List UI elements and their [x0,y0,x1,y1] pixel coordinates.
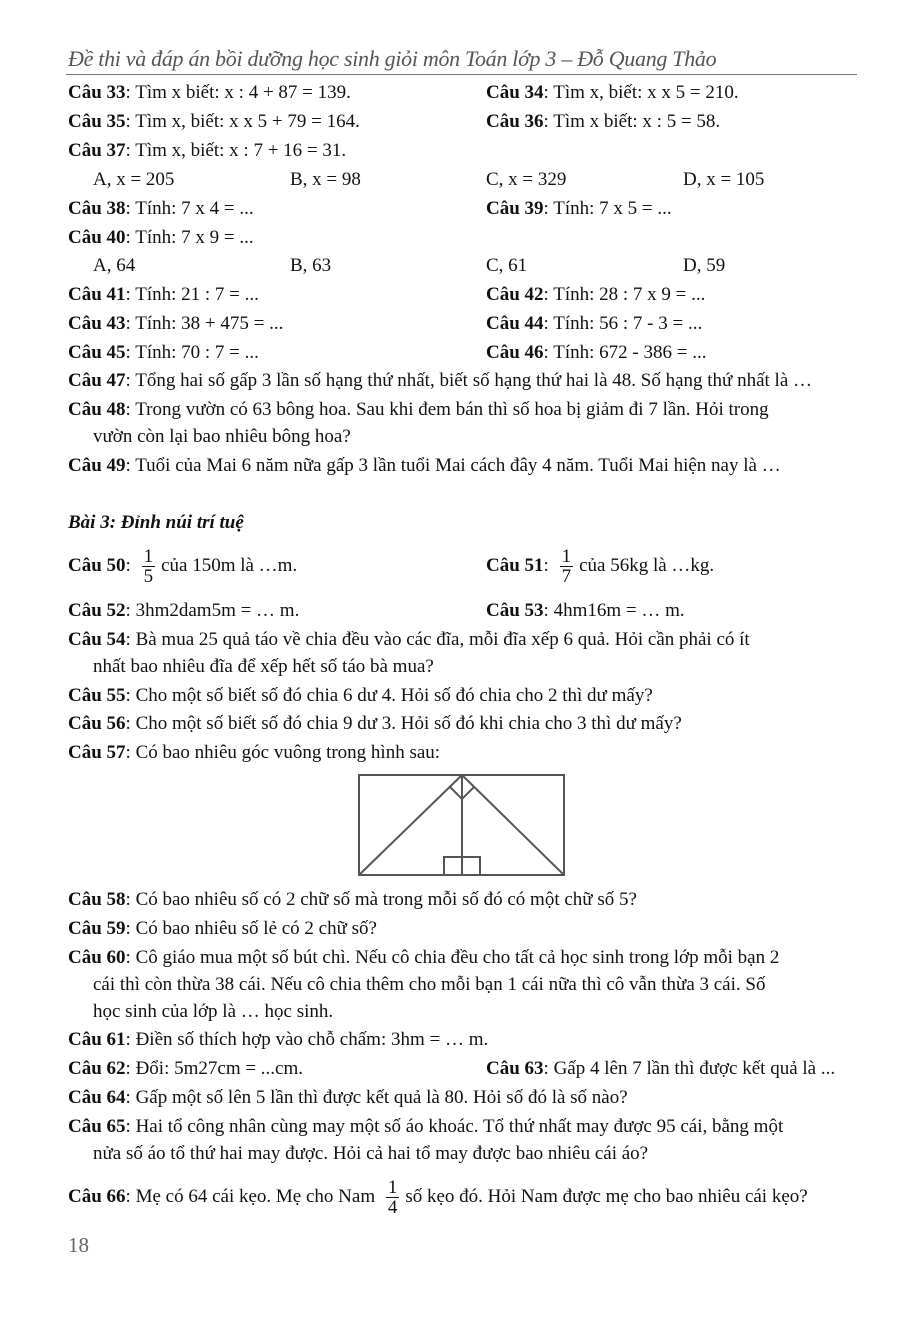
answer-option-a: A, x = 205 [93,169,175,190]
question-text: : Tìm x biết: x : 5 = 58. [543,111,721,132]
question-text: : Tìm x biết: x : 4 + 87 = 139. [125,82,351,103]
question-64 [68,1086,628,1110]
question-prefix: : [125,554,136,576]
question-59 [68,917,377,941]
fraction-denominator: 4 [387,1197,398,1218]
question-35 [68,110,360,134]
question-label: Câu 44 [486,313,544,334]
question-text: : 4hm16m = … m. [543,600,685,621]
question-text: : Cô giáo mua một số bút chì. Nếu cô chia đều cho tất cả học sinh trong lớp mỗi bạn 2 [125,947,780,968]
fraction-numerator: 1 [143,546,154,567]
question-text: cái thì còn thừa 38 cái. Nếu cô chia thêm cho mỗi bạn 1 cái nữa thì cô vẫn thừa 3 cái. Số [93,974,766,995]
question-text: : Tính: 21 : 7 = ... [125,284,259,305]
question-label: Câu 56 [68,713,126,734]
question-label: Câu 47 [68,370,126,391]
question-text: : Hai tổ công nhân cùng may một số áo khoác. Tổ thứ nhất may được 95 cái, bằng một [125,1116,784,1137]
question-label: Câu 52 [68,600,126,621]
figure-right-diagonal [462,775,564,875]
question-57 [68,741,440,765]
fraction-numerator: 1 [387,1177,398,1198]
question-label: Câu 60 [68,947,126,968]
question-65-continuation [93,1142,648,1166]
question-text: nửa số áo tổ thứ hai may được. Hỏi cả hai tổ may được bao nhiêu cái áo? [93,1143,649,1164]
question-text: : Tính: 7 x 4 = ... [125,198,254,219]
answer-option-b: B, 63 [290,255,332,276]
question-label: Câu 51 [486,554,544,576]
question-53 [486,599,685,623]
question-63 [486,1057,835,1081]
question-label: Câu 58 [68,889,126,910]
question-62 [68,1057,303,1081]
question-prefix: : Mẹ có 64 cái kẹo. Mẹ cho Nam [125,1185,380,1207]
fraction [560,547,574,586]
answer-option-d: D, x = 105 [683,169,765,190]
question-34 [486,81,739,105]
question-52 [68,599,299,623]
question-label: Câu 38 [68,198,126,219]
section-title: Bài 3: Đỉnh núi trí tuệ [68,512,244,533]
question-60 [68,946,779,970]
fraction [386,1178,400,1217]
answer-option-d: D, 59 [683,255,726,276]
question-label: Câu 35 [68,111,126,132]
question-44 [486,312,702,336]
question-label: Câu 62 [68,1058,126,1079]
question-text: : Có bao nhiêu số có 2 chữ số mà trong mỗi số đó có một chữ số 5? [125,889,637,910]
question-text: : Gấp một số lên 5 lần thì được kết quả là 80. Hỏi số đó là số nào? [125,1087,628,1108]
question-label: Câu 48 [68,399,126,420]
question-46 [486,341,706,365]
question-text: : Tính: 28 : 7 x 9 = ... [543,284,706,305]
question-label: Câu 61 [68,1029,126,1050]
question-37 [68,139,346,163]
question-54-continuation [93,655,434,679]
question-text: : Tính: 70 : 7 = ... [125,342,259,363]
question-text: học sinh của lớp là … học sinh. [93,1001,334,1022]
question-43 [68,312,283,336]
question-text: : Tuổi của Mai 6 năm nữa gấp 3 lần tuổi Mai cách đây 4 năm. Tuổi Mai hiện nay là … [125,455,781,476]
answer-option-a: A, 64 [93,255,136,276]
question-36 [486,110,720,134]
question-60-continuation [93,1000,333,1024]
question-label: Câu 37 [68,140,126,161]
question-prefix: : [543,554,554,576]
question-text: : Tính: 7 x 5 = ... [543,198,672,219]
question-60-continuation [93,973,765,997]
question-text: : Tìm x, biết: x : 7 + 16 = 31. [125,140,347,161]
question-48-continuation [93,425,351,449]
question-label: Câu 41 [68,284,126,305]
question-text: : Đổi: 5m27cm = ...cm. [125,1058,304,1079]
question-label: Câu 63 [486,1058,544,1079]
question-33 [68,81,351,105]
question-39 [486,197,672,221]
question-text: : Có bao nhiêu góc vuông trong hình sau: [125,742,441,763]
question-text: : Bà mua 25 quả táo về chia đều vào các đĩa, mỗi đĩa xếp 6 quả. Hỏi cần phải có ít [125,629,750,650]
question-label: Câu 43 [68,313,126,334]
question-51 [486,547,714,586]
question-50 [68,547,297,586]
answer-option-b: B, x = 98 [290,169,361,190]
question-65 [68,1115,783,1139]
question-label: Câu 39 [486,198,544,219]
question-text: số kẹo đó. Hỏi Nam được mẹ cho bao nhiêu cái kẹo? [405,1185,808,1207]
answer-option-c: C, x = 329 [486,169,567,190]
question-label: Câu 50 [68,554,126,576]
fraction-denominator: 5 [143,566,154,587]
question-text: : Tìm x, biết: x x 5 = 210. [543,82,739,103]
question-label: Câu 55 [68,685,126,706]
question-38 [68,197,254,221]
question-label: Câu 33 [68,82,126,103]
question-66 [68,1178,808,1217]
question-55 [68,684,653,708]
fraction-numerator: 1 [561,546,572,567]
question-41 [68,283,259,307]
question-label: Câu 36 [486,111,544,132]
question-text: của 56kg là …kg. [579,554,715,576]
question-text: vườn còn lại bao nhiêu bông hoa? [93,426,351,447]
question-text: : Trong vườn có 63 bông hoa. Sau khi đem bán thì số hoa bị giảm đi 7 lần. Hỏi trong [125,399,769,420]
question-49 [68,454,781,478]
question-54 [68,628,750,652]
question-label: Câu 59 [68,918,126,939]
question-text: : Cho một số biết số đó chia 9 dư 3. Hỏi số đó khi chia cho 3 thì dư mấy? [125,713,682,734]
question-text: : Tính: 672 - 386 = ... [543,342,707,363]
question-text: : Tính: 56 : 7 - 3 = ... [543,313,703,334]
question-label: Câu 53 [486,600,544,621]
question-text: : Tính: 38 + 475 = ... [125,313,284,334]
question-text: : Tìm x, biết: x x 5 + 79 = 164. [125,111,360,132]
question-text: nhất bao nhiêu đĩa để xếp hết số táo bà mua? [93,656,434,677]
question-58 [68,888,637,912]
question-45 [68,341,259,365]
question-label: Câu 45 [68,342,126,363]
question-label: Câu 42 [486,284,544,305]
fraction-denominator: 7 [561,566,572,587]
question-48 [68,398,769,422]
question-text: của 150m là …m. [161,554,298,576]
question-56 [68,712,682,736]
question-text: : Điền số thích hợp vào chỗ chấm: 3hm = … m. [125,1029,489,1050]
page-number: 18 [68,1233,89,1257]
question-label: Câu 66 [68,1185,126,1207]
question-text: : Cho một số biết số đó chia 6 dư 4. Hỏi số đó chia cho 2 thì dư mấy? [125,685,653,706]
question-label: Câu 57 [68,742,126,763]
question-text: : 3hm2dam5m = … m. [125,600,300,621]
running-header: Đề thi và đáp án bồi dưỡng học sinh giỏi môn Toán lớp 3 – Đỗ Quang Thảo [68,46,717,71]
fraction [142,547,156,586]
question-label: Câu 49 [68,455,126,476]
question-text: : Tổng hai số gấp 3 lần số hạng thứ nhất, biết số hạng thứ hai là 48. Số hạng thứ nhất là … [125,370,813,391]
question-label: Câu 46 [486,342,544,363]
question-text: : Gấp 4 lên 7 lần thì được kết quả là ... [543,1058,836,1079]
answer-option-c: C, 61 [486,255,528,276]
question-label: Câu 54 [68,629,126,650]
question-text: : Tính: 7 x 9 = ... [125,227,254,248]
question-label: Câu 64 [68,1087,126,1108]
question-label: Câu 40 [68,227,126,248]
question-47 [68,369,812,393]
question-40 [68,226,254,250]
question-text: : Có bao nhiêu số lẻ có 2 chữ số? [125,918,377,939]
question-42 [486,283,705,307]
question-label: Câu 65 [68,1116,126,1137]
question-61 [68,1028,488,1052]
right-angle-figure [355,770,569,880]
figure-left-diagonal [359,775,462,875]
question-label: Câu 34 [486,82,544,103]
header-rule [66,74,857,75]
